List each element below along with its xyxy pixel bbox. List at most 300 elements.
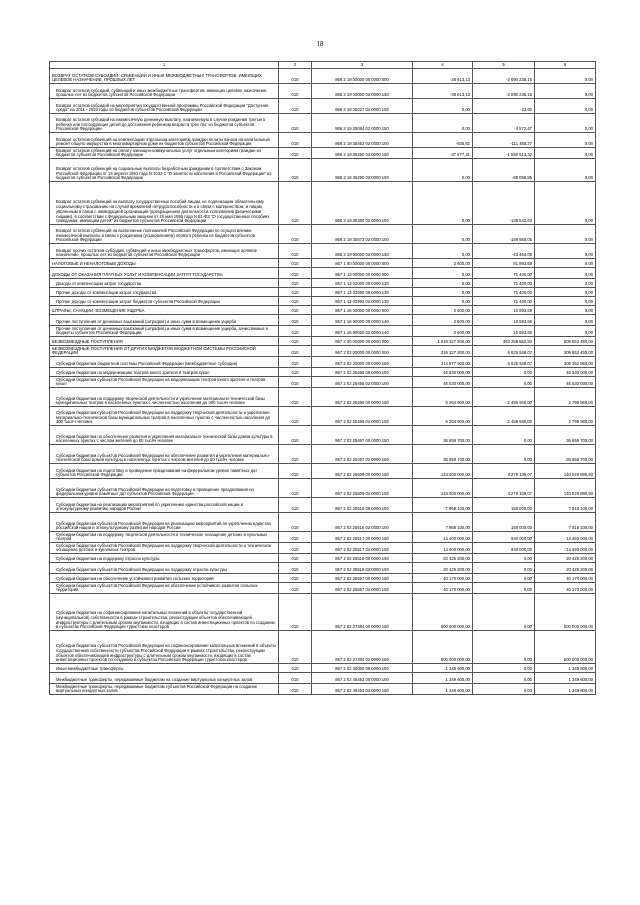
table-row [50, 407, 596, 426]
row-approved-amount: 0,00 [413, 225, 473, 244]
table-row [50, 268, 596, 279]
row-line-code: 010 [279, 554, 312, 563]
row-executed-amount: 6 625 549,07 [473, 357, 535, 368]
table-row [50, 464, 596, 479]
table-row [50, 388, 596, 407]
table-row [50, 326, 596, 337]
row-approved-amount: 2 600,00 [413, 259, 473, 268]
row-budget-code: 867 2 02 25467 00 0000 150 [312, 426, 413, 445]
row-budget-code: 867 2 02 25517 02 0000 150 [312, 543, 413, 554]
header-col-6: 6 [535, 62, 596, 69]
row-budget-code: 867 2 02 25509 02 0000 150 [312, 479, 413, 498]
table-row [50, 583, 596, 594]
row-unexecuted-amount: 0,00 [535, 159, 596, 182]
row-unexecuted-amount: 0,00 [535, 182, 596, 225]
row-approved-amount: 1 349 600,00 [413, 684, 473, 695]
row-unexecuted-amount: 1 349 600,00 [535, 684, 596, 695]
row-line-code: 010 [279, 368, 312, 377]
row-line-code: 010 [279, 407, 312, 426]
row-executed-amount: 0,00 [473, 563, 535, 574]
income-report-table [49, 61, 596, 695]
page-number: 18 [316, 40, 324, 48]
row-budget-code: 867 1 00 00000 00 0000 000 [312, 259, 413, 268]
row-budget-code: 866 2 19 00000 00 0000 000 [312, 69, 413, 84]
row-executed-amount: 3 279 109,07 [473, 464, 535, 479]
row-approved-amount: 2 600,00 [413, 306, 473, 315]
header-col-4: 4 [413, 62, 473, 69]
table-row [50, 554, 596, 563]
row-name: Возврат остатков субсидий на ежемесячную денежную выплату, назначаемую в случае рождения третьего ребенка или последующих детей до достижения ребенком возраста трех лет, из бюджетов субъектов Российской Федерации [50, 114, 279, 133]
row-budget-code: 867 2 02 27384 00 0000 150 [312, 594, 413, 631]
row-executed-amount: 10 593,69 [473, 306, 535, 315]
table-row [50, 543, 596, 554]
table-row [50, 346, 596, 357]
header-col-5: 5 [473, 62, 535, 69]
row-budget-code: 866 2 19 90000 02 0000 150 [312, 244, 413, 259]
row-line-code: 010 [279, 594, 312, 631]
row-approved-amount: -37 677,31 [413, 148, 473, 159]
row-approved-amount: 0,00 [413, 297, 473, 306]
row-line-code: 010 [279, 99, 312, 114]
row-name: ВОЗВРАТ ОСТАТКОВ СУБСИДИЙ, СУБВЕНЦИЙ И ИНЫХ МЕЖБЮДЖЕТНЫХ ТРАНСФЕРТОВ, ИМЕЮЩИХ ЦЕЛЕВОЕ НАЗНАЧЕНИЕ, ПРОШЛЫХ ЛЕТ [50, 69, 279, 84]
row-approved-amount: 5 254 900,00 [413, 407, 473, 426]
row-name: Субсидии бюджетам на поддержку отрасли культуры [50, 554, 279, 563]
row-line-code: 010 [279, 543, 312, 554]
row-name: Прочие доходы от компенсации затрат государства [50, 288, 279, 297]
row-name: Субсидии бюджетам субъектов Российской Федерации на софинансирование капитальных вложений в объекты государственной собственности субъектов Российской Федерации в рамках строительства, реконструкции объектов обеспечивающей инфраструктуры с длительным сроком окупаемости, входящих в состав инвестиционных проектов по созданию в субъектах Российской Федерации туристских кластеров [50, 631, 279, 664]
table-row [50, 99, 596, 114]
row-executed-amount: -159 950,05 [473, 225, 535, 244]
row-budget-code: 866 2 19 35380 02 0000 150 [312, 182, 413, 225]
row-name: Прочие доходы от компенсации затрат бюджетов субъектов Российской Федерации [50, 297, 279, 306]
row-unexecuted-amount: 7 818 100,00 [535, 498, 596, 513]
table-row [50, 357, 596, 368]
row-budget-code: 867 2 02 40000 00 0000 150 [312, 664, 413, 673]
row-approved-amount: 143 300 000,00 [413, 479, 473, 498]
row-executed-amount: -2 090 236,15 [473, 69, 535, 84]
row-budget-code: 867 2 02 25466 00 0000 150 [312, 388, 413, 407]
row-budget-code: 867 2 02 20000 00 0000 150 [312, 357, 413, 368]
row-executed-amount: 0,00 [473, 631, 535, 664]
row-name: Субсидии бюджетам субъектов Российской Федерации на поддержку творческой деятельности и укрепление материально-технической базы муниципальных театров в населенных пунктах с численностью населения до 300 тысяч человек [50, 407, 279, 426]
row-approved-amount: 1 349 600,00 [413, 673, 473, 684]
row-budget-code: 867 2 02 25456 02 0000 150 [312, 377, 413, 388]
row-approved-amount: 2 600,00 [413, 315, 473, 326]
table-row [50, 498, 596, 513]
row-name: Возврат остатков субвенций на социальные выплаты безработным гражданам в соответствии с Законом Российской Федерации от 19 апреля 1991 года N 1032-1 "О занятости населения в Российской Федерации" из бюджетов субъектов Российской Федерации [50, 159, 279, 182]
row-executed-amount: 81 993,69 [473, 259, 535, 268]
row-line-code: 010 [279, 259, 312, 268]
row-line-code: 010 [279, 532, 312, 543]
row-unexecuted-amount: 2 798 960,00 [535, 407, 596, 426]
row-approved-amount: 40 170 000,00 [413, 583, 473, 594]
row-line-code: 010 [279, 563, 312, 574]
row-executed-amount: 940 000,00 [473, 543, 535, 554]
row-approved-amount: 143 300 000,00 [413, 464, 473, 479]
row-line-code: 010 [279, 357, 312, 368]
row-line-code: 010 [279, 84, 312, 99]
row-line-code: 010 [279, 673, 312, 684]
row-executed-amount: 363 255 552,93 [473, 337, 535, 346]
table-row [50, 631, 596, 664]
header-row [50, 62, 596, 69]
row-line-code: 010 [279, 426, 312, 445]
row-budget-code: 867 2 02 25519 00 0000 150 [312, 554, 413, 563]
table-row [50, 377, 596, 388]
row-executed-amount: 0,00 [473, 377, 535, 388]
row-unexecuted-amount: 0,00 [535, 148, 596, 159]
row-executed-amount: 0,00 [473, 554, 535, 563]
row-executed-amount: 150 000,00 [473, 513, 535, 532]
row-name: Субсидии бюджетам субъектов Российской Федерации на поддержку отрасли культуры [50, 563, 279, 574]
row-approved-amount: 0,00 [413, 288, 473, 297]
row-budget-code: 867 2 02 45453 00 0000 150 [312, 673, 413, 684]
row-approved-amount: 7 968 100,00 [413, 498, 473, 513]
row-line-code: 010 [279, 114, 312, 133]
row-name: Межбюджетные трансферты, передаваемые бюджетам на создание виртуальных концертных залов [50, 673, 279, 684]
row-budget-code: 866 2 19 25027 02 0000 150 [312, 99, 413, 114]
row-name: Возврат остатков субсидий на мероприятия государственной программы Российской Федерации "Доступная среда" на 2011 - 2020 годы из бюджетов субъектов Российской Федерации [50, 99, 279, 114]
row-name: Субсидии бюджетам на модернизацию театров юного зрителя и театров кукол [50, 368, 279, 377]
row-unexecuted-amount: 7 818 100,00 [535, 513, 596, 532]
row-name: Субсидии бюджетам субъектов Российской Федерации на обеспечение устойчивого развития сельских территорий [50, 583, 279, 594]
table-row [50, 69, 596, 84]
row-unexecuted-amount: 0,00 [535, 114, 596, 133]
row-name: Возврат остатков субвенций на выплату государственных пособий лицам, не подлежащим обязательному социальному страхованию на случай временной нетрудоспособности и в связи с материнством, и лицам, уволенным в связи с ликвидацией организаций (прекращением деятельности, полномочий физическими лицами), в соответствии с Федеральным законом от 19 мая 1995 года N 81-ФЗ "О государственных пособиях гражданам, имеющим детей" из бюджетов субъектов Российской Федерации [50, 182, 279, 225]
row-approved-amount: 36 659 700,00 [413, 445, 473, 464]
row-line-code: 010 [279, 464, 312, 479]
row-budget-code: 867 2 02 25517 00 0000 150 [312, 532, 413, 543]
row-budget-code: 866 2 19 35573 02 0000 150 [312, 225, 413, 244]
row-budget-code: 867 2 02 25456 00 0000 150 [312, 368, 413, 377]
row-unexecuted-amount: 309 652 450,00 [535, 346, 596, 357]
row-approved-amount: 0,00 [413, 182, 473, 225]
row-line-code: 010 [279, 377, 312, 388]
row-line-code: 010 [279, 664, 312, 673]
row-line-code: 010 [279, 297, 312, 306]
row-executed-amount: 0,00 [473, 583, 535, 594]
row-approved-amount: 5 254 900,00 [413, 388, 473, 407]
row-name: Субсидии бюджетам субъектов Российской Федерации на реализацию мероприятий по укреплению единства российской нации и этнокультурному развитию народов России [50, 513, 279, 532]
row-executed-amount: 0,00 [473, 574, 535, 583]
row-unexecuted-amount: 13 460 000,00 [535, 543, 596, 554]
row-executed-amount: -85 098,85 [473, 159, 535, 182]
row-approved-amount: 14 400 000,00 [413, 543, 473, 554]
row-name: Прочие поступления от денежных взысканий (штрафов) и иных сумм в возмещение ущерба, зачисляемые в бюджеты субъектов Российской Федерации [50, 326, 279, 337]
row-unexecuted-amount: 308 352 850,00 [535, 357, 596, 368]
row-budget-code: 866 2 19 35250 02 0000 150 [312, 148, 413, 159]
table-row [50, 513, 596, 532]
row-line-code: 010 [279, 225, 312, 244]
row-approved-amount: 20 425 200,00 [413, 554, 473, 563]
row-unexecuted-amount: 140 020 890,93 [535, 479, 596, 498]
row-approved-amount: 316 327 300,00 [413, 346, 473, 357]
row-unexecuted-amount: 0,00 [535, 279, 596, 288]
row-unexecuted-amount: 1 349 600,00 [535, 673, 596, 684]
row-line-code: 010 [279, 244, 312, 259]
row-budget-code: 867 2 02 25567 02 0000 150 [312, 583, 413, 594]
row-executed-amount: 71 400,00 [473, 279, 535, 288]
row-name: Возврат прочих остатков субсидий, субвенций и иных межбюджетных трансфертов, имеющих целевое назначение, прошлых лет из бюджетов субъектов Российской Федерации [50, 244, 279, 259]
table-row [50, 182, 596, 225]
row-executed-amount: 0,00 [473, 426, 535, 445]
row-unexecuted-amount: 46 530 000,00 [535, 368, 596, 377]
row-name: ДОХОДЫ ОТ ОКАЗАНИЯ ПЛАТНЫХ УСЛУГ И КОМПЕНСАЦИИ ЗАТРАТ ГОСУДАРСТВА [50, 268, 279, 279]
row-name: Субсидии бюджетам на обеспечение устойчивого развития сельских территорий [50, 574, 279, 583]
row-budget-code: 867 2 02 25516 00 0000 150 [312, 498, 413, 513]
row-budget-code: 867 1 13 02990 00 0000 130 [312, 288, 413, 297]
row-budget-code: 867 2 00 00000 00 0000 000 [312, 337, 413, 346]
row-unexecuted-amount: 0,00 [535, 225, 596, 244]
table-row [50, 368, 596, 377]
row-budget-code: 866 2 19 25084 02 0000 150 [312, 114, 413, 133]
row-approved-amount: 0,00 [413, 268, 473, 279]
table-row [50, 259, 596, 268]
row-budget-code: 867 2 02 25516 02 0000 150 [312, 513, 413, 532]
row-unexecuted-amount: 0,00 [535, 99, 596, 114]
row-line-code: 010 [279, 182, 312, 225]
row-budget-code: 867 1 16 00000 00 0000 000 [312, 306, 413, 315]
row-name: Межбюджетные трансферты, передаваемые бюджетам субъектов Российской Федерации на создание виртуальных концертных залов [50, 684, 279, 695]
row-executed-amount: -1 550 513,32 [473, 148, 535, 159]
table-row [50, 594, 596, 631]
row-line-code: 010 [279, 513, 312, 532]
row-executed-amount: -111 465,27 [473, 133, 535, 148]
row-approved-amount: -38 613,13 [413, 69, 473, 84]
table-row [50, 114, 596, 133]
table-row [50, 84, 596, 99]
row-budget-code: 867 2 02 25466 02 0000 150 [312, 407, 413, 426]
report-body [50, 69, 596, 695]
row-line-code: 010 [279, 148, 312, 159]
row-budget-code: 866 2 19 00000 02 0000 150 [312, 84, 413, 99]
row-name: Возврат остатков субвенций на выполнение полномочий Российской Федерации по осуществлению ежемесячной выплаты в связи с рождением (усыновлением) первого ребенка из бюджетов субъектов Российской Федерации [50, 225, 279, 244]
row-approved-amount: 46 530 000,00 [413, 377, 473, 388]
row-approved-amount: -935,82 [413, 133, 473, 148]
row-executed-amount: -4 572,47 [473, 114, 535, 133]
row-unexecuted-amount: 20 425 200,00 [535, 563, 596, 574]
row-line-code: 010 [279, 279, 312, 288]
row-budget-code: 867 2 02 45453 02 0000 150 [312, 684, 413, 695]
table-row [50, 288, 596, 297]
row-unexecuted-amount: 36 659 700,00 [535, 426, 596, 445]
row-approved-amount: 1 016 327 300,00 [413, 337, 473, 346]
row-unexecuted-amount: 2 798 960,00 [535, 388, 596, 407]
row-unexecuted-amount: 509 652 450,00 [535, 337, 596, 346]
row-executed-amount: 0,00 [473, 445, 535, 464]
table-row [50, 244, 596, 259]
row-approved-amount: 46 530 000,00 [413, 368, 473, 377]
row-approved-amount: 0,00 [413, 99, 473, 114]
row-approved-amount: 0,00 [413, 279, 473, 288]
table-row [50, 297, 596, 306]
row-name: Субсидии бюджетам бюджетной системы Российской Федерации (межбюджетные субсидии) [50, 357, 279, 368]
row-approved-amount: 500 000 000,00 [413, 631, 473, 664]
row-line-code: 010 [279, 288, 312, 297]
row-unexecuted-amount: 0,00 [535, 244, 596, 259]
row-budget-code: 867 1 16 90020 02 0000 140 [312, 326, 413, 337]
row-line-code: 010 [279, 574, 312, 583]
row-budget-code: 867 2 02 25567 00 0000 150 [312, 574, 413, 583]
row-name: Возврат остатков субсидий, субвенций и иных межбюджетных трансфертов, имеющих целевое назначение, прошлых лет из бюджетов субъектов Российской Федерации [50, 84, 279, 99]
table-row [50, 445, 596, 464]
row-name: Субсидии бюджетам субъектов Российской Федерации на модернизацию театров юного зрителя и театров кукол [50, 377, 279, 388]
row-unexecuted-amount: 20 425 200,00 [535, 554, 596, 563]
row-executed-amount: 2 455 940,00 [473, 388, 535, 407]
row-unexecuted-amount: 500 000 000,00 [535, 594, 596, 631]
row-budget-code: 867 2 02 25467 02 0000 150 [312, 445, 413, 464]
row-name: Субсидии бюджетам на софинансирование капитальных вложений в объекты государственной (муниципальной) собственности в рамках строительства, реконструкции объектов обеспечивающей инфраструктуры с длительным сроком окупаемости, входящих в состав инвестиционных проектов по созданию в субъектах Российской Федерации туристских кластеров [50, 594, 279, 631]
row-line-code: 010 [279, 631, 312, 664]
row-budget-code: 867 1 16 90000 00 0000 140 [312, 315, 413, 326]
row-name: Субсидии бюджетам на поддержку творческой деятельности и техническое оснащение детских и кукольных театров [50, 532, 279, 543]
row-unexecuted-amount: 140 020 890,93 [535, 464, 596, 479]
row-budget-code: 867 2 02 25519 02 0000 150 [312, 563, 413, 574]
row-name: НАЛОГОВЫЕ И НЕНАЛОГОВЫЕ ДОХОДЫ [50, 259, 279, 268]
row-approved-amount: 1 349 600,00 [413, 664, 473, 673]
row-name: Доходы от компенсации затрат государства [50, 279, 279, 288]
row-executed-amount: 0,00 [473, 594, 535, 631]
table-row [50, 684, 596, 695]
row-name: Возврат остатков субвенций на компенсацию отдельным категориям граждан оплаты взноса на капитальный ремонт общего имущества в многоквартирном доме из бюджетов субъектов Российской Федерации [50, 133, 279, 148]
table-row [50, 306, 596, 315]
row-name: Субсидии бюджетам на подготовку и проведение празднования на федеральном уровне памятных дат субъектов Российской Федерации [50, 464, 279, 479]
row-unexecuted-amount: 0,00 [535, 133, 596, 148]
row-line-code: 010 [279, 159, 312, 182]
row-approved-amount: 36 659 700,00 [413, 426, 473, 445]
row-unexecuted-amount: 0,00 [535, 259, 596, 268]
row-approved-amount: 2 600,00 [413, 326, 473, 337]
row-executed-amount: 71 400,00 [473, 268, 535, 279]
row-unexecuted-amount: 500 000 000,00 [535, 631, 596, 664]
table-row [50, 426, 596, 445]
row-budget-code: 867 2 02 25509 00 0000 150 [312, 464, 413, 479]
row-name: Субсидии бюджетам субъектов Российской Федерации на поддержку творческой деятельности и техническое оснащение детских и кукольных театров [50, 543, 279, 554]
row-unexecuted-amount: 0,00 [535, 315, 596, 326]
row-executed-amount: -43 464,05 [473, 244, 535, 259]
row-executed-amount: 940 000,00 [473, 532, 535, 543]
row-executed-amount: 71 400,00 [473, 297, 535, 306]
row-budget-code: 867 1 13 00000 00 0000 000 [312, 268, 413, 279]
row-name: БЕЗВОЗМЕЗДНЫЕ ПОСТУПЛЕНИЯ ОТ ДРУГИХ БЮДЖЕТОВ БЮДЖЕТНОЙ СИСТЕМЫ РОССИЙСКОЙ ФЕДЕРАЦИИ [50, 346, 279, 357]
row-budget-code: 866 2 19 35290 02 0000 150 [312, 159, 413, 182]
row-executed-amount: 3 279 109,07 [473, 479, 535, 498]
row-unexecuted-amount: 36 659 700,00 [535, 445, 596, 464]
row-executed-amount: 0,00 [473, 673, 535, 684]
row-approved-amount: 0,00 [413, 244, 473, 259]
row-line-code: 010 [279, 268, 312, 279]
table-row [50, 315, 596, 326]
row-executed-amount: 0,00 [473, 684, 535, 695]
row-line-code: 010 [279, 133, 312, 148]
row-name: Субсидии бюджетам на реализацию мероприятий по укреплению единства российской нации и этнокультурному развитию народов России [50, 498, 279, 513]
row-line-code: 010 [279, 326, 312, 337]
row-unexecuted-amount: 0,00 [535, 288, 596, 297]
table-row [50, 532, 596, 543]
header-col-3: 3 [312, 62, 413, 69]
row-line-code: 010 [279, 306, 312, 315]
row-budget-code: 867 1 13 02992 02 0000 130 [312, 297, 413, 306]
row-unexecuted-amount: 0,00 [535, 268, 596, 279]
row-executed-amount: 2 455 940,00 [473, 407, 535, 426]
table-row [50, 673, 596, 684]
table-row [50, 133, 596, 148]
table-row [50, 225, 596, 244]
row-budget-code: 867 2 02 00000 00 0000 000 [312, 346, 413, 357]
row-executed-amount: 6 625 549,07 [473, 346, 535, 357]
row-name: Иные межбюджетные трансферты [50, 664, 279, 673]
row-unexecuted-amount: 0,00 [535, 69, 596, 84]
row-unexecuted-amount: 40 170 000,00 [535, 583, 596, 594]
row-name: Субсидии бюджетам субъектов Российской Федерации на подготовку и проведение празднования на федеральном уровне памятных дат субъектов Российской Федерации [50, 479, 279, 498]
row-line-code: 010 [279, 479, 312, 498]
table-row [50, 479, 596, 498]
table-row [50, 148, 596, 159]
row-executed-amount: 150 000,00 [473, 498, 535, 513]
header-col-2: 2 [279, 62, 312, 69]
row-name: Прочие поступления от денежных взысканий (штрафов) и иных сумм в возмещение ущерба [50, 315, 279, 326]
table-row [50, 574, 596, 583]
table-row [50, 159, 596, 182]
row-line-code: 010 [279, 684, 312, 695]
row-approved-amount: 314 977 900,00 [413, 357, 473, 368]
row-executed-amount: -2 090 236,15 [473, 84, 535, 99]
row-line-code: 010 [279, 346, 312, 357]
row-approved-amount: 0,00 [413, 159, 473, 182]
row-line-code: 010 [279, 315, 312, 326]
row-unexecuted-amount: 40 170 000,00 [535, 574, 596, 583]
row-unexecuted-amount: 13 460 000,00 [535, 532, 596, 543]
row-unexecuted-amount: 46 530 000,00 [535, 377, 596, 388]
row-executed-amount: -135 542,64 [473, 182, 535, 225]
table-row [50, 664, 596, 673]
row-budget-code: 867 2 02 27384 02 0000 150 [312, 631, 413, 664]
row-approved-amount: -38 613,13 [413, 84, 473, 99]
table-row [50, 279, 596, 288]
row-approved-amount: 7 968 100,00 [413, 513, 473, 532]
row-line-code: 010 [279, 498, 312, 513]
row-line-code: 010 [279, 583, 312, 594]
row-name: Субсидии бюджетам субъектов Российской Федерации на обеспечение развития и укрепления материально-технической базы домов культуры в населенных пунктах с числом жителей до 50 тысяч человек [50, 445, 279, 464]
row-unexecuted-amount: 0,00 [535, 306, 596, 315]
row-unexecuted-amount: 0,00 [535, 84, 596, 99]
row-executed-amount: 0,00 [473, 664, 535, 673]
table-row [50, 337, 596, 346]
row-approved-amount: 14 400 000,00 [413, 532, 473, 543]
row-unexecuted-amount: 0,00 [535, 326, 596, 337]
row-unexecuted-amount: 0,00 [535, 297, 596, 306]
row-name: Возврат остатков субвенций на оплату жилищно-коммунальных услуг отдельным категориям граждан из бюджетов субъектов Российской Федерации [50, 148, 279, 159]
row-name: Субсидии бюджетам на поддержку творческой деятельности и укрепление материально-технической базы муниципальных театров в населенных пунктах с численностью населения до 300 тысяч человек [50, 388, 279, 407]
row-approved-amount: 0,00 [413, 114, 473, 133]
row-name: БЕЗВОЗМЕЗДНЫЕ ПОСТУПЛЕНИЯ [50, 337, 279, 346]
row-budget-code: 866 2 19 35462 02 0000 150 [312, 133, 413, 148]
row-line-code: 010 [279, 69, 312, 84]
header-col-1: 1 [50, 62, 279, 69]
row-approved-amount: 500 000 000,00 [413, 594, 473, 631]
table-row [50, 563, 596, 574]
row-name: Субсидии бюджетам на обеспечение развития и укрепления материально-технической базы домов культуры в населенных пунктах с числом жителей до 50 тысяч человек [50, 426, 279, 445]
row-executed-amount: 0,00 [473, 368, 535, 377]
row-approved-amount: 20 425 200,00 [413, 563, 473, 574]
row-executed-amount: -23,60 [473, 99, 535, 114]
row-line-code: 010 [279, 445, 312, 464]
row-name: ШТРАФЫ, САНКЦИИ, ВОЗМЕЩЕНИЕ УЩЕРБА [50, 306, 279, 315]
row-executed-amount: 71 400,00 [473, 288, 535, 297]
row-approved-amount: 40 170 000,00 [413, 574, 473, 583]
row-executed-amount: 10 593,69 [473, 326, 535, 337]
row-line-code: 010 [279, 337, 312, 346]
